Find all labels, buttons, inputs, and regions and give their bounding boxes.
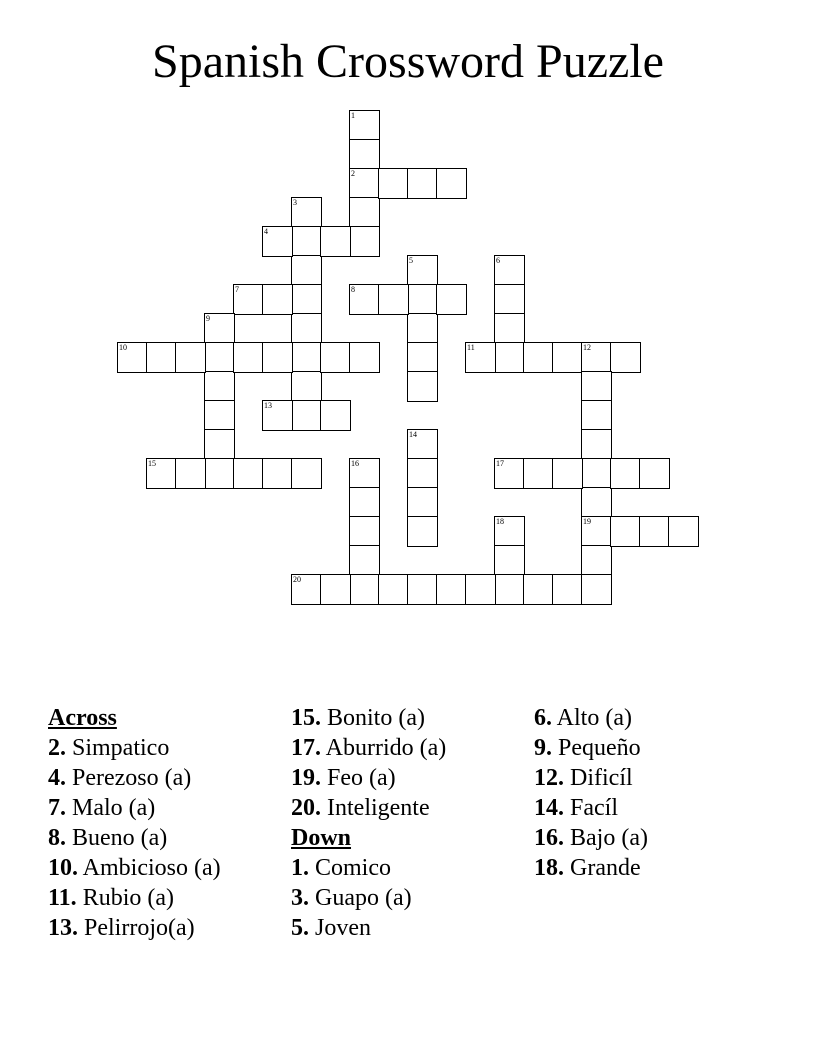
grid-cell[interactable] xyxy=(349,342,380,373)
clue-text: Joven xyxy=(309,915,371,941)
grid-cell[interactable] xyxy=(639,516,670,547)
clue-text: Guapo (a) xyxy=(309,885,412,911)
grid-cell[interactable] xyxy=(349,110,380,141)
grid-cell[interactable] xyxy=(494,255,525,286)
down-heading: Down xyxy=(291,825,352,851)
grid-cell[interactable] xyxy=(291,284,322,315)
clue-number-label: 1. xyxy=(291,855,309,881)
clue-number: 15 xyxy=(148,459,156,468)
clue-item xyxy=(291,913,446,943)
clue-column xyxy=(48,703,221,943)
grid-cell[interactable] xyxy=(262,226,293,257)
clue-text: Dificíl xyxy=(564,765,633,791)
clue-item xyxy=(291,793,446,823)
clue-item xyxy=(534,703,648,733)
grid-cell[interactable] xyxy=(494,574,525,605)
grid-cell[interactable] xyxy=(436,284,467,315)
grid-cell[interactable] xyxy=(581,429,612,460)
grid-cell[interactable] xyxy=(407,313,438,344)
clue-number: 20 xyxy=(293,575,301,584)
clue-number-label: 10. xyxy=(48,855,78,881)
grid-cell[interactable] xyxy=(262,400,293,431)
clue-number-label: 7. xyxy=(48,795,66,821)
grid-cell[interactable] xyxy=(349,545,380,576)
clue-text: Inteligente xyxy=(321,795,430,821)
clue-number-label: 17. xyxy=(291,735,321,761)
clue-number-label: 16. xyxy=(534,825,564,851)
clue-item xyxy=(48,763,221,793)
grid-cell[interactable] xyxy=(291,226,322,257)
clue-item xyxy=(291,883,446,913)
grid-cell[interactable] xyxy=(349,487,380,518)
grid-cell[interactable] xyxy=(639,458,670,489)
grid-cell[interactable] xyxy=(494,458,525,489)
grid-cell[interactable] xyxy=(233,342,264,373)
grid-cell[interactable] xyxy=(494,284,525,315)
clue-text: Bueno (a) xyxy=(66,825,168,851)
grid-cell[interactable] xyxy=(378,284,409,315)
grid-cell[interactable] xyxy=(262,458,293,489)
clue-item xyxy=(534,733,648,763)
clue-item xyxy=(534,793,648,823)
page-title: Spanish Crossword Puzzle xyxy=(152,35,664,88)
clue-column xyxy=(534,703,648,883)
clue-item xyxy=(48,793,221,823)
clue-number-label: 11. xyxy=(48,885,77,911)
clue-number-label: 9. xyxy=(534,735,552,761)
clue-number: 19 xyxy=(583,517,591,526)
grid-cell[interactable] xyxy=(262,284,293,315)
clue-column xyxy=(291,703,446,943)
clue-number: 18 xyxy=(496,517,504,526)
grid-cell[interactable] xyxy=(291,255,322,286)
grid-cell[interactable] xyxy=(291,342,322,373)
grid-cell[interactable] xyxy=(320,226,351,257)
grid-cell[interactable] xyxy=(552,574,583,605)
clue-item xyxy=(534,823,648,853)
clue-number-label: 12. xyxy=(534,765,564,791)
grid-cell[interactable] xyxy=(349,516,380,547)
grid-cell[interactable] xyxy=(204,429,235,460)
grid-cell[interactable] xyxy=(465,574,496,605)
grid-cell[interactable] xyxy=(494,342,525,373)
grid-cell[interactable] xyxy=(378,168,409,199)
clue-text: Grande xyxy=(564,855,641,881)
clue-number: 3 xyxy=(293,198,297,207)
grid-cell[interactable] xyxy=(436,168,467,199)
grid-cell[interactable] xyxy=(175,458,206,489)
grid-cell[interactable] xyxy=(349,139,380,170)
grid-cell[interactable] xyxy=(204,342,235,373)
clue-text: Malo (a) xyxy=(66,795,156,821)
clue-text: Simpatico xyxy=(66,735,170,761)
grid-cell[interactable] xyxy=(407,574,438,605)
grid-cell[interactable] xyxy=(610,342,641,373)
clue-number: 10 xyxy=(119,343,127,352)
grid-cell[interactable] xyxy=(291,197,322,228)
grid-cell[interactable] xyxy=(349,226,380,257)
grid-cell[interactable] xyxy=(581,574,612,605)
grid-cell[interactable] xyxy=(320,342,351,373)
grid-cell[interactable] xyxy=(291,400,322,431)
grid-cell[interactable] xyxy=(291,313,322,344)
grid-cell[interactable] xyxy=(349,168,380,199)
clue-text: Bonito (a) xyxy=(321,705,425,731)
clue-number-label: 4. xyxy=(48,765,66,791)
grid-cell[interactable] xyxy=(494,545,525,576)
clue-item xyxy=(291,703,446,733)
grid-cell[interactable] xyxy=(204,400,235,431)
grid-cell[interactable] xyxy=(320,574,351,605)
clue-number-label: 19. xyxy=(291,765,321,791)
clue-text: Feo (a) xyxy=(321,765,396,791)
clue-item xyxy=(48,823,221,853)
grid-cell[interactable] xyxy=(436,574,467,605)
grid-cell[interactable] xyxy=(581,400,612,431)
clue-number: 11 xyxy=(467,343,475,352)
clue-number-label: 6. xyxy=(534,705,552,731)
grid-cell[interactable] xyxy=(465,342,496,373)
clue-number: 16 xyxy=(351,459,359,468)
grid-cell[interactable] xyxy=(407,284,438,315)
clue-number-label: 2. xyxy=(48,735,66,761)
grid-cell[interactable] xyxy=(523,458,554,489)
clue-text: Pequeño xyxy=(552,735,641,761)
clue-number-label: 15. xyxy=(291,705,321,731)
clue-number: 6 xyxy=(496,256,500,265)
grid-cell[interactable] xyxy=(494,313,525,344)
clue-number: 8 xyxy=(351,285,355,294)
clue-number: 17 xyxy=(496,459,504,468)
grid-cell[interactable] xyxy=(581,516,612,547)
grid-cell[interactable] xyxy=(407,429,438,460)
grid-cell[interactable] xyxy=(146,342,177,373)
clue-number-label: 13. xyxy=(48,915,78,941)
grid-cell[interactable] xyxy=(320,400,351,431)
clue-item xyxy=(48,733,221,763)
grid-cell[interactable] xyxy=(233,284,264,315)
grid-cell[interactable] xyxy=(117,342,148,373)
clue-text: Perezoso (a) xyxy=(66,765,192,791)
clue-number-label: 3. xyxy=(291,885,309,911)
clue-number: 9 xyxy=(206,314,210,323)
grid-cell[interactable] xyxy=(291,458,322,489)
clue-text: Aburrido (a) xyxy=(321,735,447,761)
clue-number: 4 xyxy=(264,227,268,236)
clue-item xyxy=(48,883,221,913)
grid-cell[interactable] xyxy=(204,458,235,489)
grid-cell[interactable] xyxy=(407,168,438,199)
grid-cell[interactable] xyxy=(610,458,641,489)
grid-cell[interactable] xyxy=(378,574,409,605)
grid-cell[interactable] xyxy=(349,458,380,489)
grid-cell[interactable] xyxy=(407,342,438,373)
grid-cell[interactable] xyxy=(407,371,438,402)
grid-cell[interactable] xyxy=(581,487,612,518)
grid-cell[interactable] xyxy=(668,516,699,547)
clue-number-label: 5. xyxy=(291,915,309,941)
clue-number-label: 18. xyxy=(534,855,564,881)
clue-item xyxy=(48,913,221,943)
grid-cell[interactable] xyxy=(407,255,438,286)
clue-item xyxy=(291,763,446,793)
clue-item xyxy=(291,733,446,763)
clue-number: 14 xyxy=(409,430,417,439)
grid-cell[interactable] xyxy=(204,371,235,402)
clue-number: 7 xyxy=(235,285,239,294)
clue-text: Alto (a) xyxy=(552,705,632,731)
clue-number: 2 xyxy=(351,169,355,178)
grid-cell[interactable] xyxy=(523,342,554,373)
clue-text: Facíl xyxy=(564,795,618,821)
clue-text: Rubio (a) xyxy=(76,885,174,911)
grid-cell[interactable] xyxy=(581,458,612,489)
grid-cell[interactable] xyxy=(349,284,380,315)
clue-item xyxy=(48,853,221,883)
grid-cell[interactable] xyxy=(581,342,612,373)
clue-text: Pelirrojo(a) xyxy=(78,915,195,941)
clue-item xyxy=(291,853,446,883)
grid-cell[interactable] xyxy=(494,516,525,547)
clue-number: 1 xyxy=(351,111,355,120)
clue-number: 5 xyxy=(409,256,413,265)
clue-text: Bajo (a) xyxy=(564,825,648,851)
grid-cell[interactable] xyxy=(407,516,438,547)
grid-cell[interactable] xyxy=(291,371,322,402)
grid-cell[interactable] xyxy=(552,458,583,489)
grid-cell[interactable] xyxy=(523,574,554,605)
grid-cell[interactable] xyxy=(581,545,612,576)
grid-cell[interactable] xyxy=(204,313,235,344)
grid-cell[interactable] xyxy=(610,516,641,547)
grid-cell[interactable] xyxy=(581,371,612,402)
grid-cell[interactable] xyxy=(407,487,438,518)
clue-item xyxy=(534,763,648,793)
clue-text: Comico xyxy=(309,855,391,881)
clue-number-label: 20. xyxy=(291,795,321,821)
clue-number-label: 14. xyxy=(534,795,564,821)
grid-cell[interactable] xyxy=(349,574,380,605)
clue-number-label: 8. xyxy=(48,825,66,851)
grid-cell[interactable] xyxy=(262,342,293,373)
clue-number: 12 xyxy=(583,343,591,352)
clue-number: 13 xyxy=(264,401,272,410)
across-heading: Across xyxy=(48,705,117,731)
clue-text: Ambicioso (a) xyxy=(78,855,221,881)
grid-cell[interactable] xyxy=(291,574,322,605)
grid-cell[interactable] xyxy=(349,197,380,228)
clue-item xyxy=(534,853,648,883)
grid-cell[interactable] xyxy=(175,342,206,373)
grid-cell[interactable] xyxy=(146,458,177,489)
grid-cell[interactable] xyxy=(233,458,264,489)
grid-cell[interactable] xyxy=(552,342,583,373)
grid-cell[interactable] xyxy=(407,458,438,489)
